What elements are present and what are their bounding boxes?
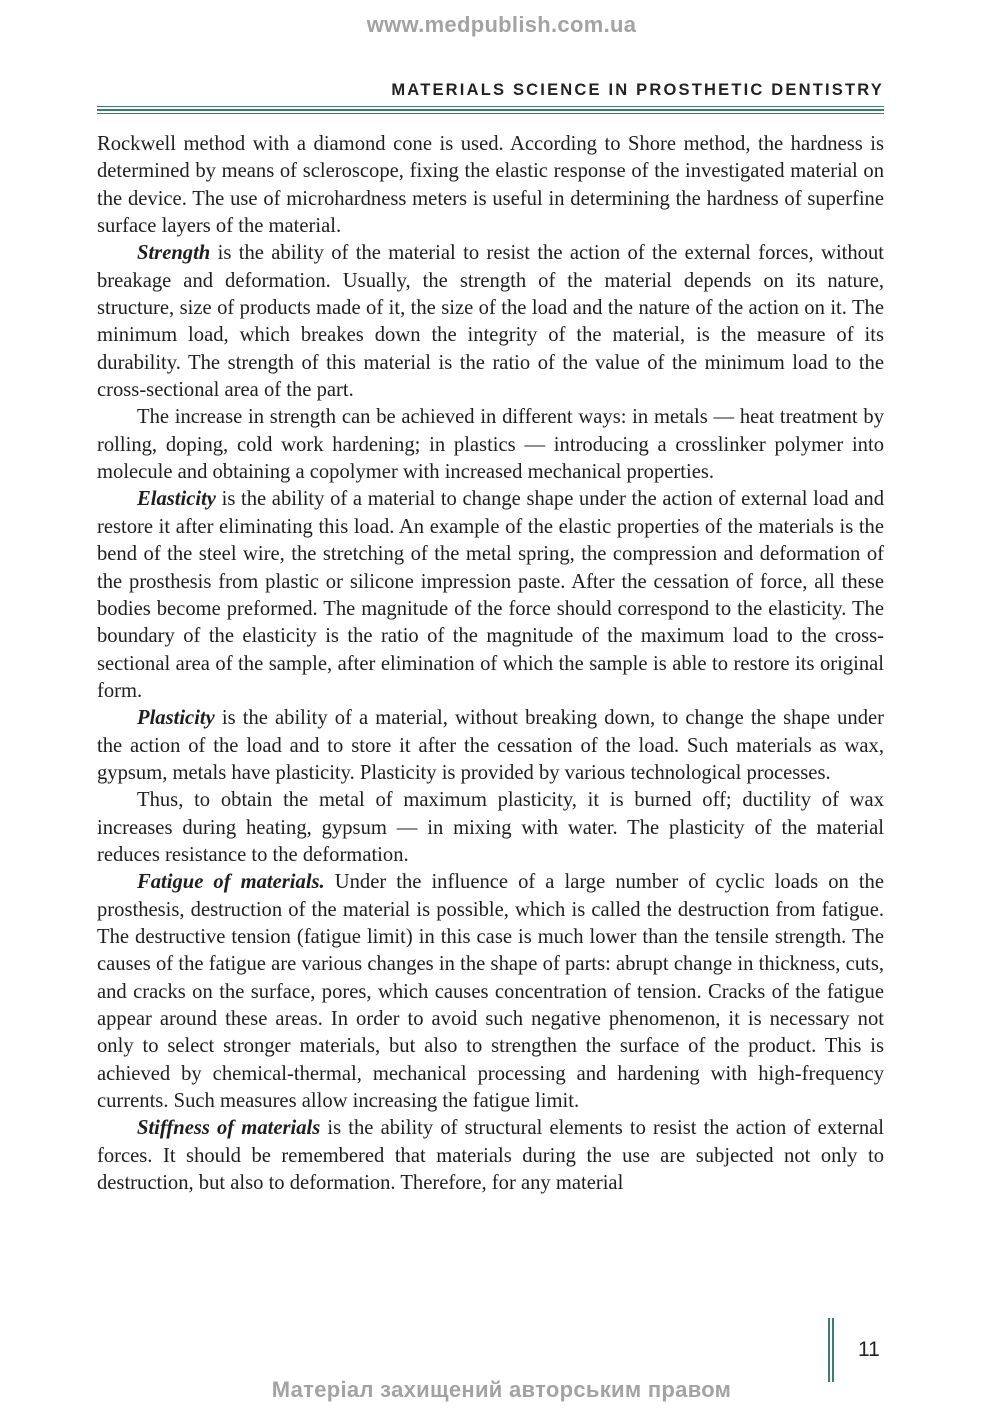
header-rule-line bbox=[97, 109, 884, 110]
term-plasticity: Plasticity bbox=[137, 707, 215, 730]
header-rule bbox=[97, 106, 884, 116]
paragraph bbox=[97, 869, 884, 1115]
paragraph bbox=[97, 1115, 884, 1197]
paragraph-text: The increase in strength can be achieved in different ways: in metals — heat treatment by rolling, doping, cold work hardening; in plastics — introducing a crosslinker polymer into molecule and obtaining a copolymer with increased mechanical properties. bbox=[97, 406, 884, 484]
page-number-bar bbox=[828, 1318, 830, 1382]
page-number-bar bbox=[832, 1318, 834, 1382]
term-elasticity: Elasticity bbox=[137, 488, 216, 511]
paragraph bbox=[97, 404, 884, 486]
watermark-url: www.medpublish.com.ua bbox=[366, 12, 637, 37]
paragraph bbox=[97, 787, 884, 869]
paragraph-text: is the ability of a material, without breaking down, to change the shape under the action of the load and to store it after the cessation of the load. Such materials as wax, gypsum, metals have plasticity. Plasticity is provided by various technological processes. bbox=[97, 707, 884, 784]
paragraph-text: Thus, to obtain the metal of maximum plasticity, it is burned off; ductility of wax increases during heating, gypsum — in mixing with water. The plasticity of the material reduces resistance to the deformation. bbox=[97, 789, 884, 866]
term-stiffness: Stiffness of materials bbox=[137, 1117, 321, 1140]
page-number-block bbox=[828, 1318, 888, 1382]
paragraph bbox=[97, 240, 884, 404]
term-strength: Strength bbox=[137, 242, 211, 265]
running-head-title: MATERIALS SCIENCE IN PROSTHETIC DENTISTRY bbox=[391, 81, 884, 99]
term-fatigue: Fatigue of materials. bbox=[137, 871, 325, 894]
paragraph-text: is the ability of a material to change shape under the action of external load and restore it after eliminating this load. An example of the elastic properties of the materials is the bend of the steel wire, the stretching of the metal spring, the compression and deformation of the prosthesis from plastic or silicone impression paste. After the cessation of force, all these bodies become preformed. The magnitude of the force should correspond to the elasticity. The boundary of the elasticity is the ratio of the magnitude of the maximum load to the cross-sectional area of the sample, after elimination of which the sample is able to restore its original form. bbox=[97, 488, 884, 702]
paragraph bbox=[97, 705, 884, 787]
page-number: 11 bbox=[858, 1338, 880, 1361]
body-text bbox=[97, 131, 884, 1197]
paragraph-text: Under the influence of a large number of cyclic loads on the prosthesis, destruction of the material is possible, which is called the destruction from fatigue. The destructive tension (fatigue limit) in this case is much lower than the tensile strength. The causes of the fatigue are various changes in the shape of parts: abrupt change in thickness, cuts, and cracks on the surface, pores, which causes concentration of tension. Cracks of the fatigue appear around these areas. In order to avoid such negative phenomenon, it is necessary not only to select stronger materials, but also to strengthen the surface of the product. This is achieved by chemical-thermal, mechanical processing and hardening with high-frequency currents. Such measures allow increasing the fatigue limit. bbox=[97, 871, 884, 1113]
paragraph-text: is the ability of the material to resist the action of the external forces, without breakage and deformation. Usually, the strength of the material depends on its nature, structure, size of products made of it, the size of the load and the nature of the action on it. The minimum load, which breakes down the integrity of the material, is the measure of its durability. The strength of this material is the ratio of the value of the minimum load to the cross-sectional area of the part. bbox=[97, 242, 884, 402]
paragraph bbox=[97, 131, 884, 240]
paragraph bbox=[97, 486, 884, 705]
watermark-copyright: Матеріал захищений авторським правом bbox=[271, 1377, 732, 1402]
header-rule-line bbox=[97, 106, 884, 107]
paragraph-text: is the ability of structural elements to resist the action of external forces. It should be remembered that materials during the use are subjected not only to destruction, but also to deformation. Therefore, for any material bbox=[97, 1117, 884, 1195]
header-rule-line bbox=[97, 113, 884, 114]
paragraph-text: Rockwell method with a diamond cone is used. According to Shore method, the hardness is determined by means of scleroscope, fixing the elastic response of the investigated material on the device. The use of microhardness meters is useful in determining the hardness of superfine surface layers of the material. bbox=[97, 133, 884, 238]
